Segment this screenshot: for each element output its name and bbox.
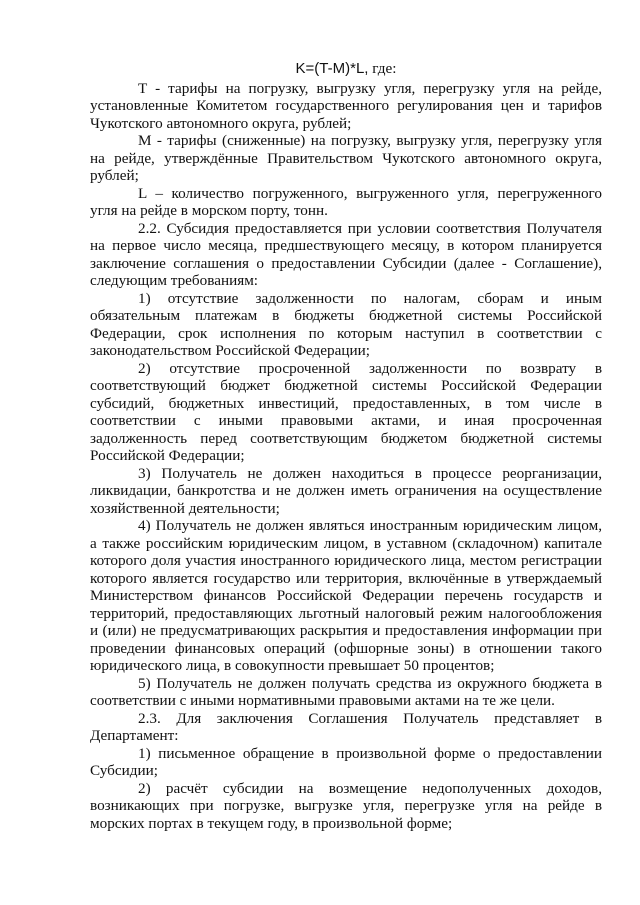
paragraph-document-1: 1) письменное обращение в произвольной форме о предоставлении Субсидии;: [90, 744, 602, 779]
formula-line: [90, 60, 602, 78]
paragraph-l-definition: L – количество погруженного, выгруженного угля, перегруженного угля на рейде в морском порту, тонн.: [90, 184, 602, 219]
paragraph-requirement-1: 1) отсутствие задолженности по налогам, сборам и иным обязательным платежам в бюджеты бюджетной системы Российской Федерации, срок исполнения по которым наступил в соответствии с законодательством Российской Федерации;: [90, 289, 602, 359]
paragraph-t-definition: T - тарифы на погрузку, выгрузку угля, перегрузку угля на рейде, установленные Комитетом государственного регулирования цен и тарифов Чукотского автономного округа, рублей;: [90, 79, 602, 132]
paragraph-requirement-5: 5) Получатель не должен получать средства из окружного бюджета в соответствии с иными нормативными правовыми актами на те же цели.: [90, 674, 602, 709]
paragraph-requirement-3: 3) Получатель не должен находиться в процессе реорганизации, ликвидации, банкротства и не должен иметь ограничения на осуществление хозяйственной деятельности;: [90, 464, 602, 517]
formula-expression: K=(T-M)*L,: [295, 60, 369, 77]
paragraph-section-2-3: 2.3. Для заключения Соглашения Получатель представляет в Департамент:: [90, 709, 602, 744]
paragraph-m-definition: M - тарифы (сниженные) на погрузку, выгрузку угля, перегрузку угля на рейде, утверждённые Правительством Чукотского автономного округа, рублей;: [90, 132, 602, 184]
document-page: [90, 60, 602, 832]
paragraph-document-2: 2) расчёт субсидии на возмещение недополученных доходов, возникающих при погрузке, выгрузке угля, перегрузке угля на рейде в морских портах в текущем году, в произвольной форме;: [90, 779, 602, 832]
paragraph-section-2-2: 2.2. Субсидия предоставляется при условии соответствия Получателя на первое число месяца, предшествующего месяцу, в котором планируется заключение соглашения о предоставлении Субсидии (далее - Соглашение), следующим требованиям:: [90, 219, 602, 289]
paragraph-requirement-4: 4) Получатель не должен являться иностранным юридическим лицом, а также российским юридическим лицом, в уставном (складочном) капитале которого доля участия иностранного юридического лица, местом регистрации которого является государство или территория, включённые в утверждаемый Министерством финансов Российской Федерации перечень государств и территорий, предоставляющих льготный налоговый режим налогообложения и (или) не предусматривающих раскрытия и предоставления информации при проведении финансовых операций (офшорные зоны) в отношении такого юридического лица, в совокупности превышает 50 процентов;: [90, 517, 602, 674]
formula-suffix: где:: [372, 60, 397, 77]
paragraph-requirement-2: 2) отсутствие просроченной задолженности по возврату в соответствующий бюджет бюджетной системы Российской Федерации субсидий, бюджетных инвестиций, предоставленных, в том числе в соответствии с иными правовыми актами, и иная просроченная задолженность перед соответствующим бюджетом бюджетной системы Российской Федерации;: [90, 359, 602, 464]
